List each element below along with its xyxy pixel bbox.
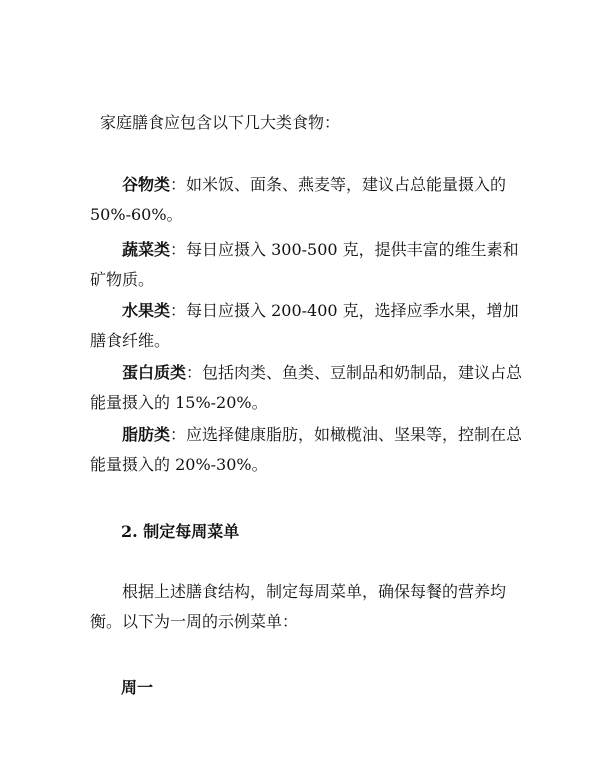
section-heading: 2. 制定每周菜单 [121,522,240,541]
food-group-label: 水果类 [122,301,171,320]
food-group-grains [90,170,530,230]
food-group-label: 蔬菜类 [122,240,171,259]
food-group-text: ：应选择健康脂肪，如橄榄油、坚果等，控制在总能量摄入的 20%-30%。 [90,425,523,474]
food-group-text: ：如米饭、面条、燕麦等，建议占总能量摄入的50%-60%。 [90,175,507,224]
section-paragraph: 根据上述膳食结构，制定每周菜单，确保每餐的营养均衡。以下为一周的示例菜单： [90,582,507,631]
food-group-text: ：每日应摄入 300-500 克，提供丰富的维生素和矿物质。 [90,240,519,289]
food-group-label: 脂肪类 [122,425,171,444]
food-group-label: 谷物类 [122,175,171,194]
food-group-protein [90,358,530,418]
intro-text: 家庭膳食应包含以下几大类食物： [100,113,341,132]
food-group-text: ：包括肉类、鱼类、豆制品和奶制品，建议占总能量摄入的 15%-20%。 [90,363,523,412]
food-group-fats [90,420,530,480]
food-group-fruits [90,296,530,356]
day-heading: 周一 [121,678,154,697]
food-group-text: ：每日应摄入 200-400 克，选择应季水果，增加膳食纤维。 [90,301,519,350]
food-group-label: 蛋白质类 [122,363,187,382]
food-group-vegetables [90,235,530,295]
